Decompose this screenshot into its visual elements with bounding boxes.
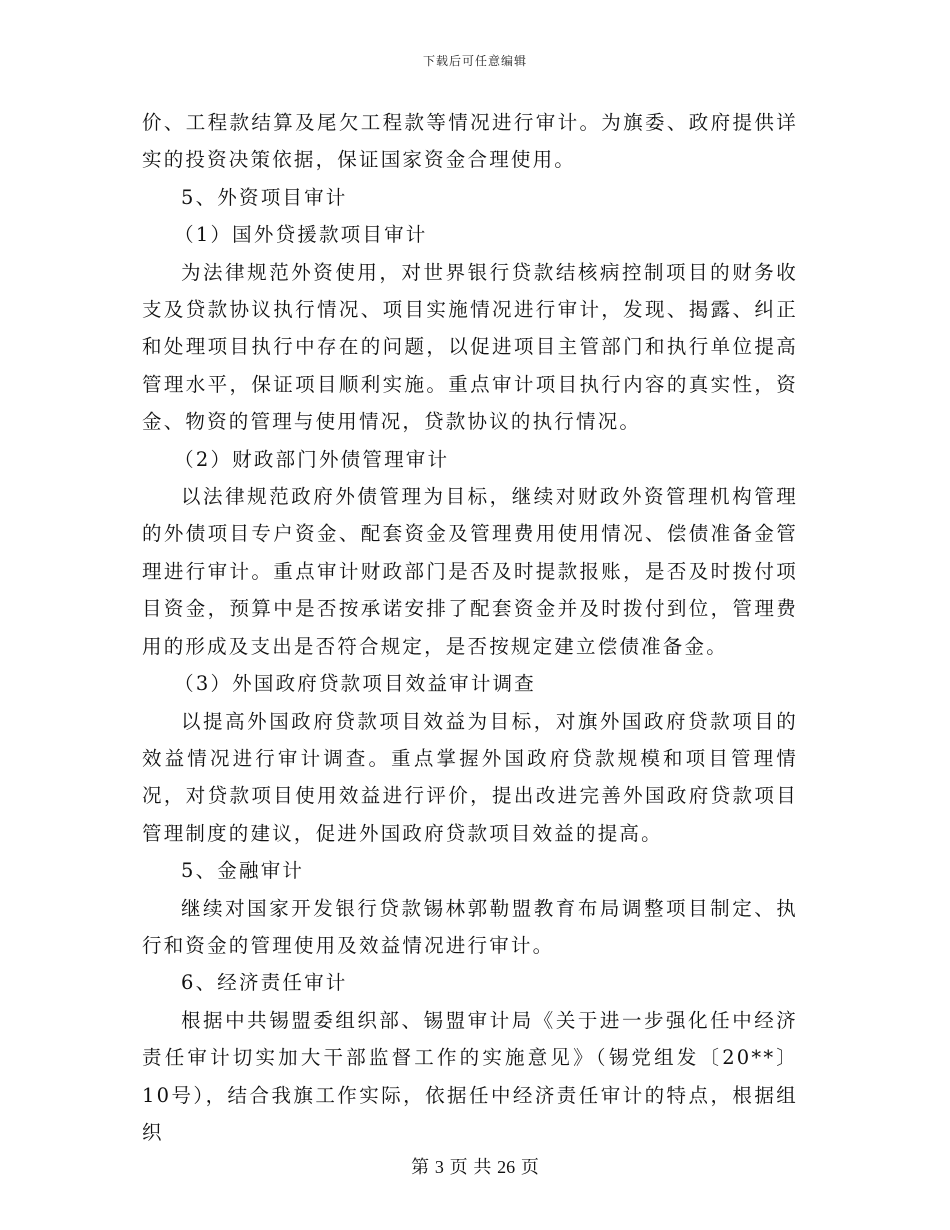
subsection-heading: （1）国外贷援款项目审计: [174, 223, 428, 247]
paragraph: 价、工程款结算及尾欠工程款等情况进行审计。为旗委、政府提供详实的投资决策依据，保证国家资金合理使用。: [142, 111, 798, 172]
footer-prefix: 第: [411, 1157, 430, 1178]
paragraph: 以提高外国政府贷款项目效益为目标，对旗外国政府贷款项目的效益情况进行审计调查。重点掌握外国政府贷款规模和项目管理情况，对贷款项目使用效益进行评价，提出改进完善外国政府贷款项目管理制度的建议，促进外国政府贷款项目效益的提高。: [142, 709, 798, 845]
footer-suffix: 页: [520, 1157, 539, 1178]
section-heading: 5、外资项目审计: [181, 185, 348, 209]
current-page-number: 3: [434, 1157, 444, 1177]
paragraph: 以法律规范政府外债管理为目标，继续对财政外资管理机构管理的外债项目专户资金、配套资金及管理费用使用情况、偿债准备金管理进行审计。重点审计财政部门是否及时提款报账，是否及时拨付项目资金，预算中是否按承诺安排了配套资金并及时拨付到位，管理费用的形成及支出是否符合规定，是否按规定建立偿债准备金。: [142, 485, 798, 658]
paragraph: 继续对国家开发银行贷款锡林郭勒盟教育布局调整项目制定、执行和资金的管理使用及效益情况进行审计。: [142, 896, 798, 957]
section-heading: 5、金融审计: [181, 859, 305, 883]
subsection-heading: （3）外国政府贷款项目效益审计调查: [174, 672, 536, 696]
paragraph: 根据中共锡盟委组织部、锡盟审计局《关于进一步强化任中经济责任审计切实加大干部监督工作的实施意见》（锡党组发〔20**〕10号），结合我旗工作实际，依据任中经济责任审计的特点，根据组织: [142, 1008, 798, 1144]
footer-middle: 页 共: [449, 1157, 492, 1178]
total-page-count: 26: [497, 1157, 516, 1177]
page-footer: [0, 1153, 950, 1179]
paragraph: 为法律规范外资使用，对世界银行贷款结核病控制项目的财务收支及贷款协议执行情况、项目实施情况进行审计，发现、揭露、纠正和处理项目执行中存在的问题，以促进项目主管部门和执行单位提高管理水平，保证项目顺利实施。重点审计项目执行内容的真实性，资金、物资的管理与使用情况，贷款协议的执行情况。: [142, 260, 798, 434]
document-body: [142, 104, 798, 1151]
subsection-heading: （2）财政部门外债管理审计: [174, 447, 450, 471]
page-header-note: 下载后可任意编辑: [422, 54, 527, 68]
section-heading: 6、经济责任审计: [181, 971, 348, 995]
